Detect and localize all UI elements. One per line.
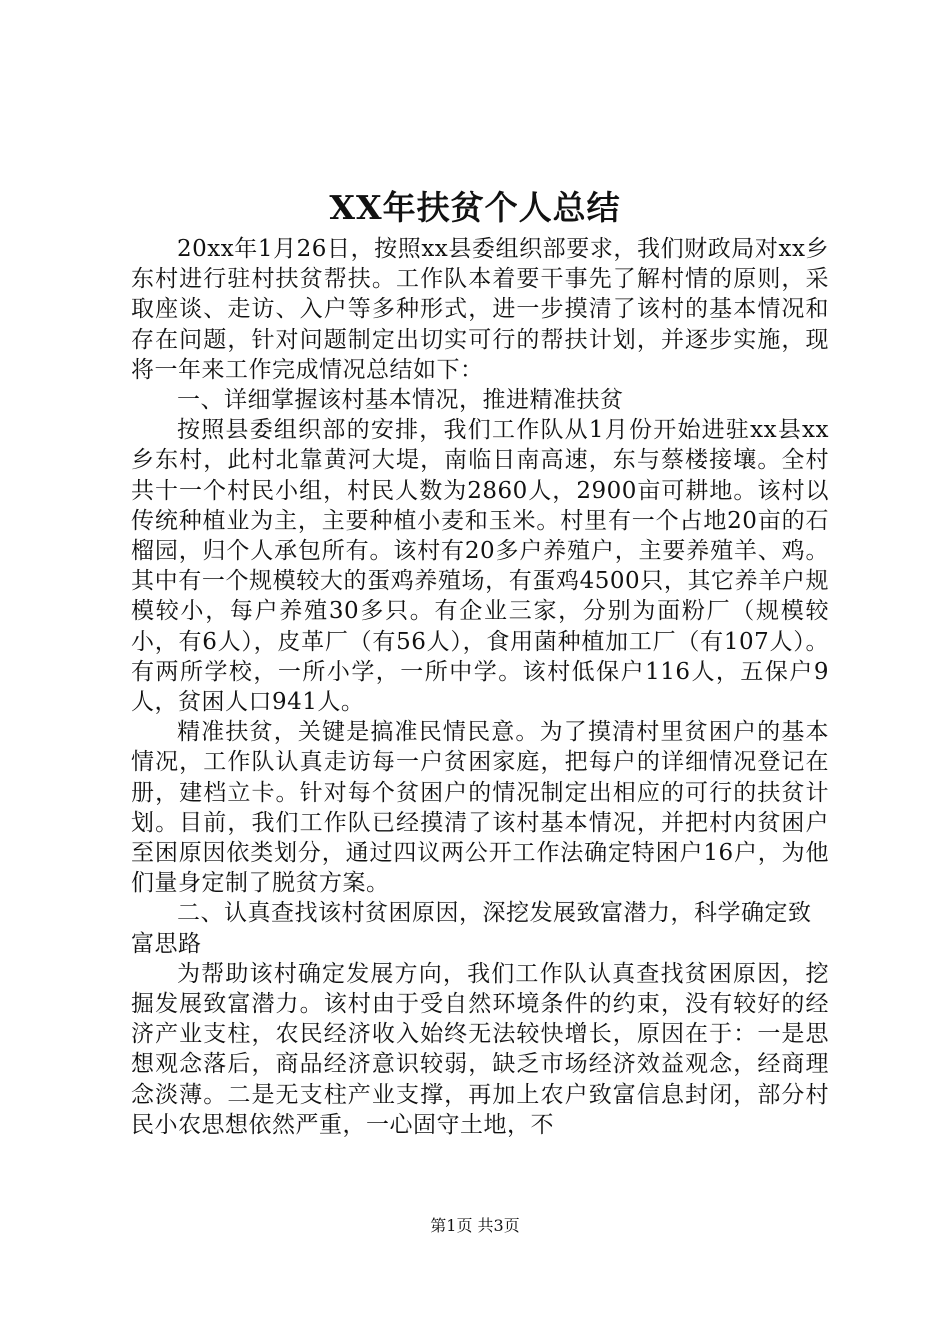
section-heading-1: 一、详细掌握该村基本情况，推进精准扶贫: [177, 387, 624, 414]
document-body: [131, 234, 829, 1140]
intro-paragraph: 20xx年1月26日，按照xx县委组织部要求，我们财政局对xx乡东村进行驻村扶贫帮扶。工作队本着要干事先了解村情的原则，采取座谈、走访、入户等多种形式，进一步摸清了该村的基本情况和存在问题，针对问题制定出切实可行的帮扶计划，并逐步实施，现将一年来工作完成情况总结如下：: [131, 236, 829, 383]
poverty-cause-paragraph: 为帮助该村确定发展方向，我们工作队认真查找贫困原因，挖掘发展致富潜力。该村由于受自然环境条件的约束，没有较好的经济产业支柱，农民经济收入始终无法较快增长，原因在于：一是思想观念落后，商品经济意识较弱，缺乏市场经济效益观念，经商理念淡薄。二是无支柱产业支撑，再加上农户致富信息封闭，部分村民小农思想依然严重，一心固守土地，不: [131, 960, 829, 1138]
village-info-paragraph: 按照县委组织部的安排，我们工作队从1月份开始进驻xx县xx乡东村，此村北靠黄河大堤，南临日南高速，东与蔡楼接壤。全村共十一个村民小组，村民人数为2860人，2900亩可耕地。该村以传统种植业为主，主要种植小麦和玉米。村里有一个占地20亩的石榴园，归个人承包所有。该村有20多户养殖户，主要养殖羊、鸡。其中有一个规模较大的蛋鸡养殖场，有蛋鸡4500只，其它养羊户规模较小，每户养殖30多只。有企业三家，分别为面粉厂（规模较小，有6人），皮革厂（有56人），食用菌种植加工厂（有107人）。有两所学校，一所小学，一所中学。该村低保户116人，五保户9人，贫困人口941人。: [131, 417, 829, 716]
page-footer: 第1页 共3页: [430, 1216, 520, 1235]
section-heading-2: 二、认真查找该村贫困原因，深挖发展致富潜力，科学确定致富思路: [131, 900, 812, 957]
precision-poverty-paragraph: 精准扶贫，关键是搞准民情民意。为了摸清村里贫困户的基本情况，工作队认真走访每一户贫困家庭，把每户的详细情况登记在册，建档立卡。针对每个贫困户的情况制定出相应的可行的扶贫计划。目前，我们工作队已经摸清了该村基本情况，并把村内贫困户至困原因依类划分，通过四议两公开工作法确定特困户16户，为他们量身定制了脱贫方案。: [131, 719, 829, 897]
document-title: XX年扶贫个人总结: [329, 188, 621, 227]
